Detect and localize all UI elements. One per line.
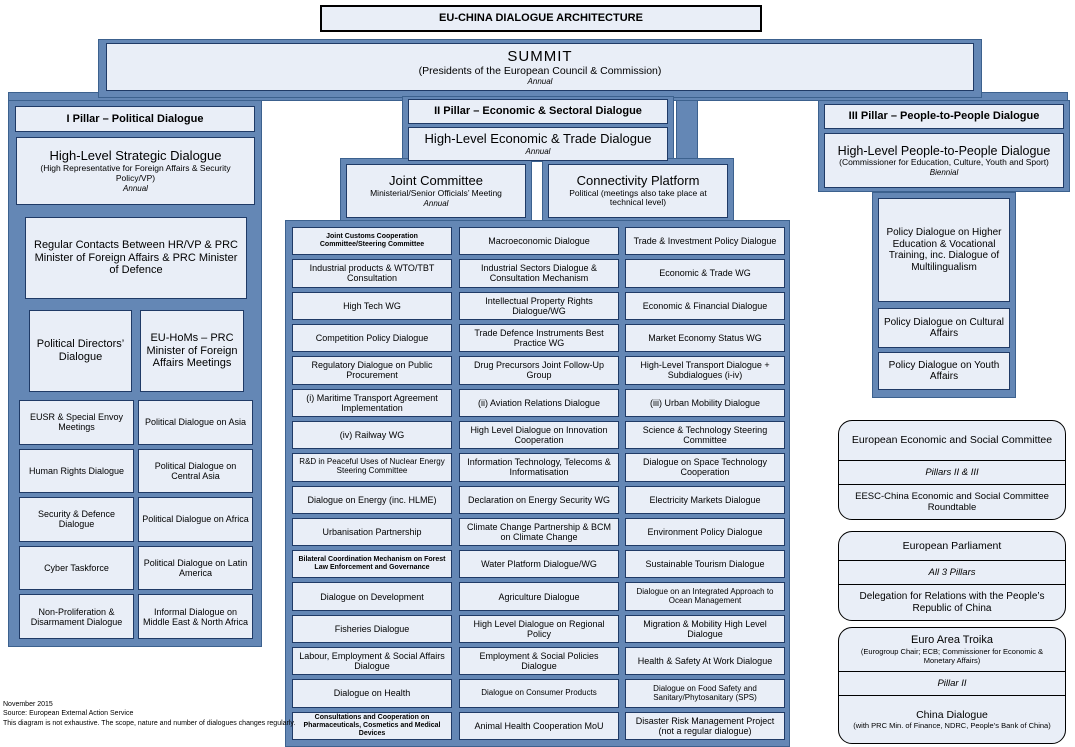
dialogue-box: Human Rights Dialogue (19, 449, 134, 494)
dialogue-box: Environment Policy Dialogue (625, 518, 785, 546)
dialogue-box: Trade & Investment Policy Dialogue (625, 227, 785, 255)
pillar2-col2 (459, 227, 619, 740)
dialogue-box: Disaster Risk Management Project (not a regular dialogue) (625, 712, 785, 740)
page-title: EU-CHINA DIALOGUE ARCHITECTURE (439, 12, 643, 25)
footnote-disclaimer: This diagram is not exhaustive. The scope, nature and number of dialogues changes regularly. (3, 719, 296, 727)
summit-frequency: Annual (527, 77, 553, 87)
eesc-body: EESC-China Economic and Social Committee Roundtable (839, 484, 1065, 519)
dialogue-box: Electricity Markets Dialogue (625, 486, 785, 514)
regular-contacts-box: Regular Contacts Between HR/VP & PRC Minister of Foreign Affairs & PRC Minister of Defence (25, 217, 247, 299)
eesc-name: European Economic and Social Committee (851, 434, 1053, 447)
dialogue-box: Information Technology, Telecoms & Informatisation (459, 453, 619, 481)
dialogue-box: Bilateral Coordination Mechanism on Forest Law Enforcement and Governance (292, 550, 452, 578)
footnote (3, 700, 303, 728)
dialogue-box: Urbanisation Partnership (292, 518, 452, 546)
pillar1-container (8, 100, 262, 647)
eesc-box (838, 420, 1066, 520)
summit-subtitle: (Presidents of the European Council & Commission) (418, 65, 662, 77)
footnote-date: November 2015 (3, 701, 53, 708)
dialogue-box: Economic & Trade WG (625, 259, 785, 287)
policy-cultural-box: Policy Dialogue on Cultural Affairs (878, 308, 1010, 348)
summit-title: SUMMIT (507, 47, 573, 65)
dialogue-box: Dialogue on Space Technology Cooperation (625, 453, 785, 481)
dialogue-box: Health & Safety At Work Dialogue (625, 647, 785, 675)
connectivity-stem (676, 100, 698, 162)
dialogue-box: Science & Technology Steering Committee (625, 421, 785, 449)
dialogue-box: Consultations and Cooperation on Pharmaceuticals, Cosmetics and Medical Devices (292, 712, 452, 740)
policy-higher-education-box: Policy Dialogue on Higher Education & Vocational Training, inc. Dialogue of Multilingualism (878, 198, 1010, 302)
dialogue-box: Trade Defence Instruments Best Practice WG (459, 324, 619, 352)
dialogue-box: R&D in Peaceful Uses of Nuclear Energy Steering Committee (292, 453, 452, 481)
dialogue-box: High Tech WG (292, 292, 452, 320)
strategic-dialogue-box: High-Level Strategic Dialogue (High Representative for Foreign Affairs & Security Policy/VP) Annual (16, 137, 255, 205)
pillar2-col3 (625, 227, 785, 740)
dialogue-box: Labour, Employment & Social Affairs Dialogue (292, 647, 452, 675)
dialogue-box: Dialogue on Health (292, 679, 452, 707)
dialogue-box: Drug Precursors Joint Follow-Up Group (459, 356, 619, 384)
dialogue-box: Employment & Social Policies Dialogue (459, 647, 619, 675)
dialogue-box: Informal Dialogue on Middle East & North Africa (138, 594, 253, 639)
pillar2-main-container (285, 220, 790, 747)
ep-body: Delegation for Relations with the People’s Republic of China (839, 584, 1065, 620)
connectivity-platform-box: Connectivity Platform Political (meetings also take place at technical level) (548, 164, 728, 218)
dialogue-box: Cyber Taskforce (19, 546, 134, 591)
pillar1-header: I Pillar – Political Dialogue (15, 106, 255, 132)
dialogue-box: Joint Customs Cooperation Committee/Steering Committee (292, 227, 452, 255)
dialogue-box: Macroeconomic Dialogue (459, 227, 619, 255)
dialogue-box: High Level Dialogue on Regional Policy (459, 615, 619, 643)
dialogue-box: Water Platform Dialogue/WG (459, 550, 619, 578)
dialogue-box: (iii) Urban Mobility Dialogue (625, 389, 785, 417)
dialogue-box: Market Economy Status WG (625, 324, 785, 352)
joint-committee-box: Joint Committee Ministerial/Senior Officials’ Meeting Annual (346, 164, 526, 218)
troika-pillars: Pillar II (839, 671, 1065, 695)
dialogue-box: Industrial products & WTO/TBT Consultation (292, 259, 452, 287)
european-parliament-box (838, 531, 1066, 621)
dialogue-box: Dialogue on Development (292, 582, 452, 610)
dialogue-box: Industrial Sectors Dialogue & Consultation Mechanism (459, 259, 619, 287)
troika-name: Euro Area Troika (Eurogroup Chair; ECB; Commissioner for Economic & Monetary Affairs) (860, 633, 1044, 666)
dialogue-box: Political Dialogue on Asia (138, 400, 253, 445)
political-directors-box: Political Directors’ Dialogue (29, 310, 132, 392)
dialogue-box: Dialogue on Consumer Products (459, 679, 619, 707)
dialogue-box: High-Level Transport Dialogue + Subdialogues (i-iv) (625, 356, 785, 384)
dialogue-box: (ii) Aviation Relations Dialogue (459, 389, 619, 417)
dialogue-box: Non-Proliferation & Disarmament Dialogue (19, 594, 134, 639)
summit-box (106, 43, 974, 91)
dialogue-box: (iv) Railway WG (292, 421, 452, 449)
dialogue-box: Intellectual Property Rights Dialogue/WG (459, 292, 619, 320)
dialogue-box: Political Dialogue on Africa (138, 497, 253, 542)
dialogue-box: Migration & Mobility High Level Dialogue (625, 615, 785, 643)
dialogue-box: Security & Defence Dialogue (19, 497, 134, 542)
dialogue-box: Dialogue on Food Safety and Sanitary/Phytosanitary (SPS) (625, 679, 785, 707)
hl-people-box: High-Level People-to-People Dialogue (Commissioner for Education, Culture, Youth and Sport) Biennial (824, 133, 1064, 188)
dialogue-box: Climate Change Partnership & BCM on Climate Change (459, 518, 619, 546)
dialogue-box: Political Dialogue on Central Asia (138, 449, 253, 494)
policy-youth-box: Policy Dialogue on Youth Affairs (878, 352, 1010, 390)
pillar2-header: II Pillar – Economic & Sectoral Dialogue (408, 99, 668, 124)
pillar1-grid (19, 400, 253, 639)
ep-name: European Parliament (902, 539, 1002, 552)
dialogue-box: Economic & Financial Dialogue (625, 292, 785, 320)
dialogue-box: Declaration on Energy Security WG (459, 486, 619, 514)
euro-area-troika-box (838, 627, 1066, 744)
dialogue-box: Political Dialogue on Latin America (138, 546, 253, 591)
dialogue-box: Animal Health Cooperation MoU (459, 712, 619, 740)
pillar3-header: III Pillar – People-to-People Dialogue (824, 104, 1064, 129)
eesc-pillars: Pillars II & III (839, 460, 1065, 484)
dialogue-box: Regulatory Dialogue on Public Procurement (292, 356, 452, 384)
dialogue-box: High Level Dialogue on Innovation Cooperation (459, 421, 619, 449)
ep-pillars: All 3 Pillars (839, 560, 1065, 584)
dialogue-box: Sustainable Tourism Dialogue (625, 550, 785, 578)
footnote-source: Source: European External Action Service (3, 710, 134, 718)
dialogue-box: Dialogue on Energy (inc. HLME) (292, 486, 452, 514)
hl-economic-trade-box: High-Level Economic & Trade Dialogue Annual (408, 127, 668, 161)
dialogue-box: Competition Policy Dialogue (292, 324, 452, 352)
pillar2-col1 (292, 227, 452, 740)
troika-body: China Dialogue (with PRC Min. of Finance, NDRC, People’s Bank of China) (839, 695, 1065, 743)
dialogue-box: Agriculture Dialogue (459, 582, 619, 610)
dialogue-box: EUSR & Special Envoy Meetings (19, 400, 134, 445)
dialogue-box: Fisheries Dialogue (292, 615, 452, 643)
title-box (320, 5, 762, 32)
eu-homs-box: EU-HoMs – PRC Minister of Foreign Affairs Meetings (140, 310, 244, 392)
dialogue-box: (i) Maritime Transport Agreement Implementation (292, 389, 452, 417)
dialogue-box: Dialogue on an Integrated Approach to Ocean Management (625, 582, 785, 610)
